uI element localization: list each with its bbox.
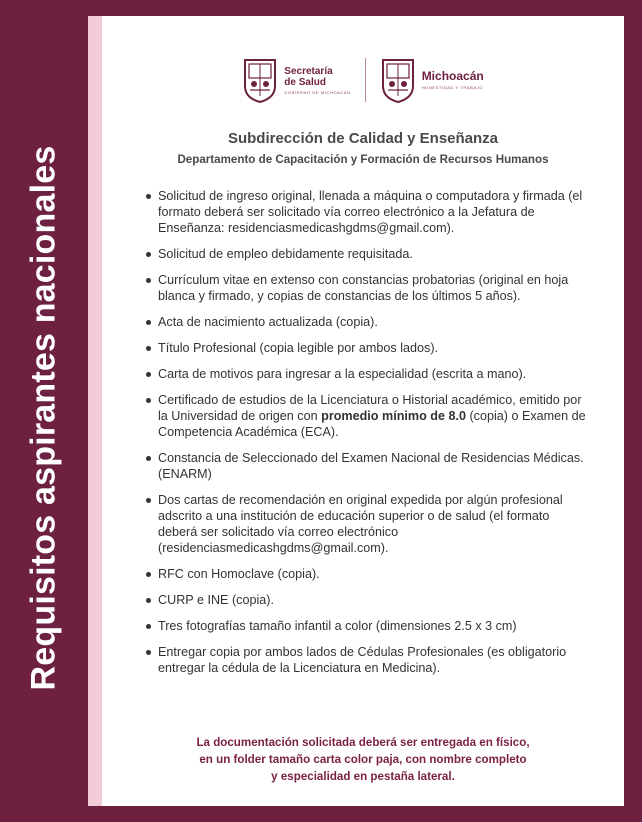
document-title: Subdirección de Calidad y Enseñanza (227, 130, 499, 147)
secretaria-salud-logo (242, 56, 350, 104)
footer-line: La documentación solicitada deberá ser entregada en físico, (196, 736, 530, 749)
document-subtitle: Departamento de Capacitación y Formación de Recursos Humanos (177, 153, 549, 166)
list-item: Solicitud de empleo debidamente requisitada. (146, 246, 586, 262)
list-item: Entregar copia por ambos lados de Cédulas Profesionales (es obligatorio entregar la cédula de la Licenciatura en Medicina). (146, 644, 586, 676)
salud-subtitle: GOBIERNO DE MICHOACÁN (284, 89, 351, 95)
side-title: Requisitos aspirantes nacionales (24, 145, 63, 691)
list-item (146, 392, 586, 440)
accent-strip (88, 16, 102, 806)
michoacan-subtitle: HONESTIDAD Y TRABAJO (421, 85, 484, 90)
list-item: Acta de nacimiento actualizada (copia). (146, 314, 586, 330)
logo-divider (365, 58, 366, 102)
footer-note (102, 734, 624, 785)
list-item: CURP e INE (copia). (146, 592, 586, 608)
salud-title-line2: de Salud (284, 76, 326, 88)
list-item-text: (copia) o Examen de Competencia Académica (ECA). (158, 409, 586, 439)
list-item-text: Certificado de estudios de la Licenciatura o Historial académico, emitido por la Universidad de origen con (158, 393, 582, 423)
list-item: Constancia de Seleccionado del Examen Nacional de Residencias Médicas.(ENARM) (146, 450, 586, 482)
michoacan-logo (380, 56, 484, 104)
document-headings (102, 130, 624, 166)
list-item: RFC con Homoclave (copia). (146, 566, 586, 582)
michoacan-title: Michoacán (421, 69, 484, 83)
list-item-emphasis: promedio mínimo de 8.0 (321, 409, 466, 423)
list-item: Currículum vitae en extenso con constancias probatorias (original en hoja blanca y firmado, y copias de constancias de los últimos 5 años). (146, 272, 586, 304)
requirements-list (146, 188, 586, 686)
list-item: Carta de motivos para ingresar a la especialidad (escrita a mano). (146, 366, 586, 382)
document-card (102, 16, 624, 806)
header-logos (102, 50, 624, 110)
list-item: Dos cartas de recomendación en original expedida por algún profesional adscrito a una institución de educación superior o de salud (el formato deberá ser solicitado vía correo electrónico (residenciasmedicashgdms@gmail.com). (146, 492, 586, 556)
salud-title-line1: Secretaría (284, 65, 333, 77)
coat-of-arms-icon (380, 56, 416, 104)
footer-line: y especialidad en pestaña lateral. (271, 770, 455, 783)
list-item: Solicitud de ingreso original, llenada a máquina o computadora y firmada (el formato deberá ser solicitado vía correo electrónico a la Jefatura de Enseñanza: residenciasmedicashgdms@gmail.com). (146, 188, 586, 236)
list-item: Tres fotografías tamaño infantil a color (dimensiones 2.5 x 3 cm) (146, 618, 586, 634)
list-item: Título Profesional (copia legible por ambos lados). (146, 340, 586, 356)
coat-of-arms-icon (242, 56, 278, 104)
footer-line: en un folder tamaño carta color paja, con nombre completo (199, 753, 527, 766)
